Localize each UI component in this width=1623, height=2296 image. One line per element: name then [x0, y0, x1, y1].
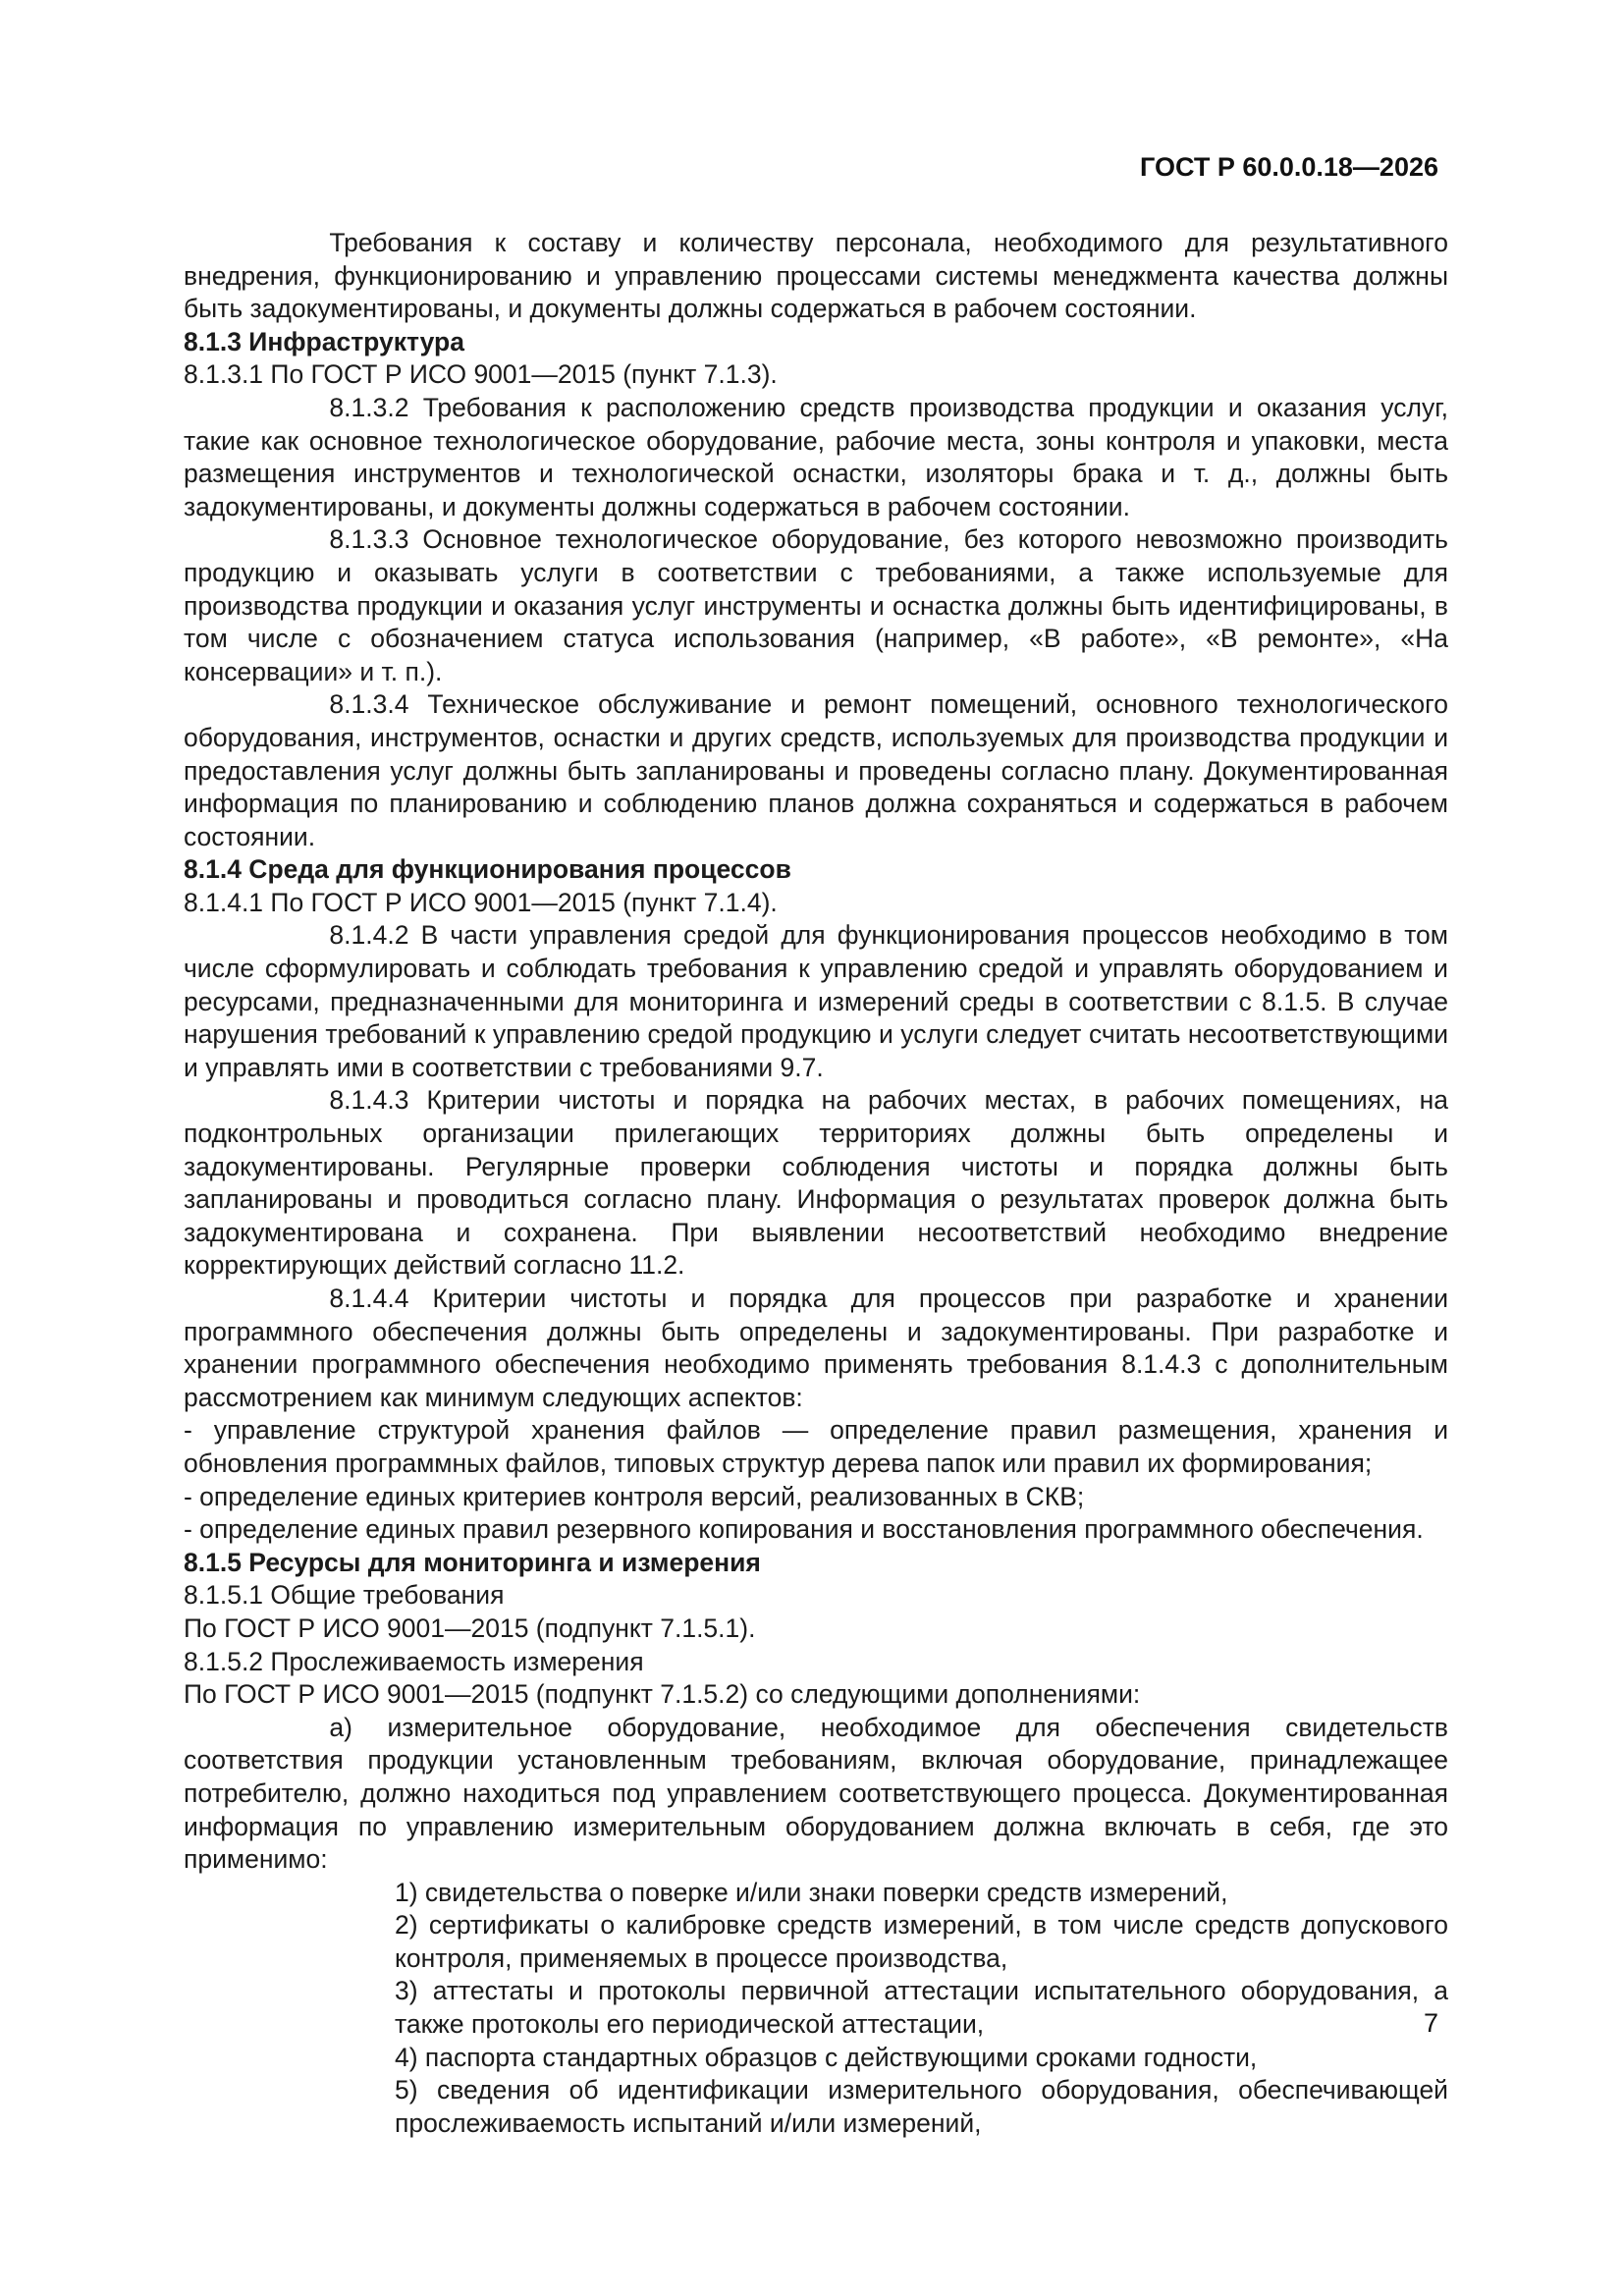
clause-8-1-4-1: 8.1.4.1 По ГОСТ Р ИСО 9001—2015 (пункт 7.1.4).	[184, 887, 778, 917]
clause-8-1-4-2: 8.1.4.2 В части управления средой для функционирования процессов необходимо в том числе сформулировать и соблюдать требования к управлению средой и управлять оборудованием и ресурсами, предназначенными для мониторинга и измерений среды в соответствии с 8.1.5. В случае нарушения требований к управлению средой продукцию и услуги следует считать несоответствующими и управлять ими в соответствии с требованиями 9.7.	[184, 920, 1448, 1082]
section-heading-8-1-4: 8.1.4 Среда для функционирования процессов	[184, 854, 791, 885]
clause-8-1-4-4: 8.1.4.4 Критерии чистоты и порядка для процессов при разработке и хранении программного обеспечения должны быть определены и задокументированы. При разработке и хранении программного обеспечения необходимо применять требования 8.1.4.3 с дополнительным рассмотрением как минимум следующих аспектов:	[184, 1284, 1448, 1412]
list-item-backup: - определение единых правил резервного копирования и восстановления программного обеспечения.	[184, 1514, 1424, 1545]
list-item-5: 5) сведения об идентификации измерительного оборудования, обеспечивающей прослеживаемость испытаний и/или измерений,	[395, 2075, 1448, 2138]
clause-8-1-3-4: 8.1.3.4 Техническое обслуживание и ремонт помещений, основного технологического оборудования, инструментов, оснастки и других средств, используемых для производства продукции и предоставления услуг должны быть запланированы и проведены согласно плану. Документированная информация по планированию и соблюдению планов должна сохраняться и содержаться в рабочем состоянии.	[184, 689, 1448, 851]
list-item-version-control: - определение единых критериев контроля версий, реализованных в СКВ;	[184, 1481, 1085, 1511]
clause-8-1-5-1-text: По ГОСТ Р ИСО 9001—2015 (подпункт 7.1.5.1).	[184, 1613, 756, 1643]
document-body	[184, 227, 1448, 2140]
list-item-1: 1) свидетельства о поверке и/или знаки поверки средств измерений,	[395, 1877, 1228, 1907]
page-number: 7	[1423, 2008, 1438, 2038]
clause-8-1-5-2-text: По ГОСТ Р ИСО 9001—2015 (подпункт 7.1.5.2) со следующими дополнениями:	[184, 1679, 1141, 1710]
clause-8-1-3-1: 8.1.3.1 По ГОСТ Р ИСО 9001—2015 (пункт 7.1.3).	[184, 359, 778, 390]
section-heading-8-1-5: 8.1.5 Ресурсы для мониторинга и измерения	[184, 1547, 761, 1577]
list-item-3: 3) аттестаты и протоколы первичной аттестации испытательного оборудования, а также протоколы его периодической аттестации,	[395, 1976, 1448, 2040]
clause-8-1-5-1: 8.1.5.1 Общие требования	[184, 1580, 505, 1611]
list-item-4: 4) паспорта стандартных образцов с действующими сроками годности,	[395, 2042, 1258, 2072]
paragraph-personnel: Требования к составу и количеству персонала, необходимого для результативного внедрения, функционированию и управлению процессами системы менеджмента качества должны быть задокументированы, и документы должны содержаться в рабочем состоянии.	[184, 228, 1448, 324]
document-code-header: ГОСТ Р 60.0.0.18—2026	[1140, 152, 1438, 182]
clause-8-1-5-2: 8.1.5.2 Прослеживаемость измерения	[184, 1646, 644, 1676]
list-item-file-structure: - управление структурой хранения файлов — определение правил размещения, хранения и обновления программных файлов, типовых структур дерева папок или правил их формирования;	[184, 1415, 1448, 1478]
clause-8-1-3-2: 8.1.3.2 Требования к расположению средств производства продукции и оказания услуг, такие как основное технологическое оборудование, рабочие места, зоны контроля и упаковки, места размещения инструментов и технологической оснастки, изоляторы брака и т. д., должны быть задокументированы, и документы должны содержаться в рабочем состоянии.	[184, 392, 1448, 521]
list-item-a: а) измерительное оборудование, необходимое для обеспечения свидетельств соответствия продукции установленным требованиям, включая оборудование, принадлежащее потребителю, должно находиться под управлением соответствующего процесса. Документированная информация по управлению измерительным оборудованием должна включать в себя, где это применимо:	[184, 1712, 1448, 1875]
list-item-2: 2) сертификаты о калибровке средств измерений, в том числе средств допускового контроля, применяемых в процессе производства,	[395, 1910, 1448, 1973]
clause-8-1-4-3: 8.1.4.3 Критерии чистоты и порядка на рабочих местах, в рабочих помещениях, на подконтрольных организации прилегающих территориях должны быть определены и задокументированы. Регулярные проверки соблюдения чистоты и порядка должны быть запланированы и проводиться согласно плану. Информация о результатах проверок должна быть задокументирована и сохранена. При выявлении несоответствий необходимо внедрение корректирующих действий согласно 11.2.	[184, 1085, 1448, 1281]
clause-8-1-3-3: 8.1.3.3 Основное технологическое оборудование, без которого невозможно производить продукцию и оказывать услуги в соответствии с требованиями, а также используемые для производства продукции и оказания услуг инструменты и оснастка должны быть идентифицированы, в том числе с обозначением статуса использования (например, «В работе», «В ремонте», «На консервации» и т. п.).	[184, 524, 1448, 686]
section-heading-8-1-3: 8.1.3 Инфраструктура	[184, 326, 464, 356]
